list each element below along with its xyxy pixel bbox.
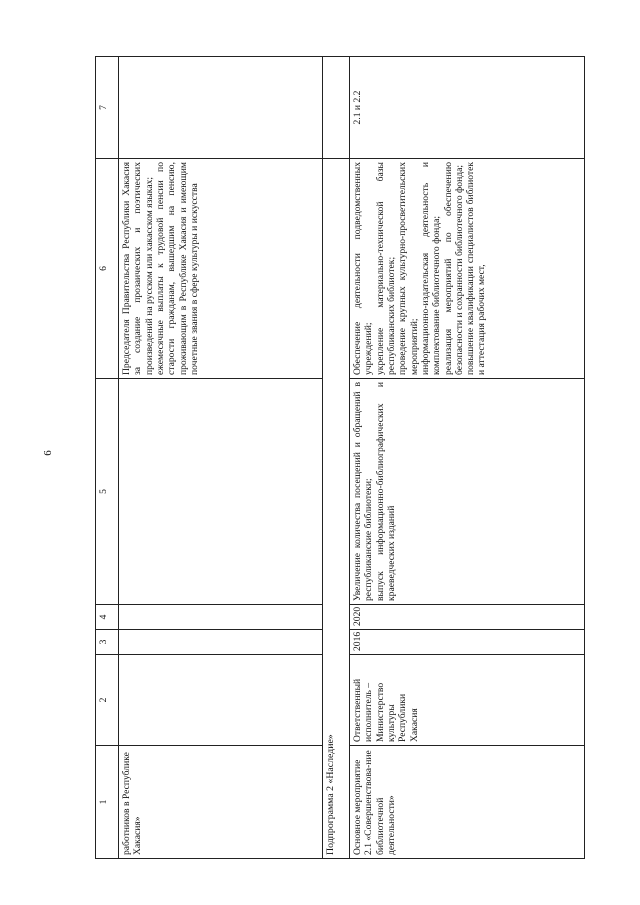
- cell-carry-c7: [119, 57, 323, 159]
- col-header-7: 7: [96, 57, 119, 159]
- section-row: [323, 57, 350, 859]
- cell-line: реализация мероприятий по обеспечению безопасности и сохранности библиотечного фонда;: [442, 162, 465, 375]
- cell-carry-c5: [119, 379, 323, 605]
- section-title: Подпрограмма 2 «Наследие»: [323, 159, 350, 859]
- cell-line: информационно-издательская деятельность и комплектование библиотечного фонда;: [419, 162, 443, 375]
- cell-carry-c6: [119, 159, 323, 379]
- cell-line: выпуск информационно-библиографических и краеведческих изданий: [374, 382, 397, 601]
- section-empty: [323, 57, 350, 159]
- cell-21-c1: Основное мероприятие 2.1 «Совершенствова-ние библиотечной деятельности»: [350, 746, 585, 859]
- cell-21-c7: 2.1 и 2.2: [350, 57, 585, 159]
- table-container: [95, 57, 585, 859]
- table-row: [119, 57, 323, 859]
- cell-carry-c1: работников в Республике Хакасия»: [119, 746, 323, 859]
- col-header-6: 6: [96, 159, 119, 379]
- cell-carry-c3: [119, 630, 323, 655]
- program-table: [95, 56, 585, 859]
- cell-line: Председателя Правительства Республики Хакасия за создание прозаических и поэтических произведений на русском или хакасском языках;: [121, 162, 155, 375]
- cell-21-c3: 2016: [350, 630, 585, 655]
- col-header-3: 3: [96, 630, 119, 655]
- cell-line: ежемесячные выплаты к трудовой пенсии по старости гражданам, вышедшим на пенсию, проживающим в Республике Хакасия и имеющим почетные звания в сфере культуры и искусства: [154, 162, 200, 375]
- page-number: 6: [42, 450, 54, 456]
- header-row: [96, 57, 119, 859]
- table-row: [350, 57, 585, 859]
- cell-line: Увеличение количества посещений и обращений в республиканские библиотеки;: [352, 382, 375, 601]
- cell-21-c2: Ответственный исполнитель – Министерство культуры Республики Хакасия: [350, 655, 585, 746]
- col-header-1: 1: [96, 746, 119, 859]
- cell-line: Обеспечение деятельности подведомственных учреждений;: [352, 162, 375, 375]
- cell-carry-c2: [119, 655, 323, 746]
- cell-line: укрепление материально-технической базы республиканских библиотек;: [374, 162, 397, 375]
- cell-21-c4: 2020: [350, 605, 585, 630]
- cell-line: проведение крупных культурно-просветительских мероприятий;: [397, 162, 420, 375]
- cell-carry-c4: [119, 605, 323, 630]
- cell-line: повышение квалификации специалистов библиотек и аттестация рабочих мест,: [465, 162, 488, 375]
- col-header-4: 4: [96, 605, 119, 630]
- cell-21-c6: [350, 159, 585, 379]
- col-header-5: 5: [96, 379, 119, 605]
- cell-21-c5: [350, 379, 585, 605]
- col-header-2: 2: [96, 655, 119, 746]
